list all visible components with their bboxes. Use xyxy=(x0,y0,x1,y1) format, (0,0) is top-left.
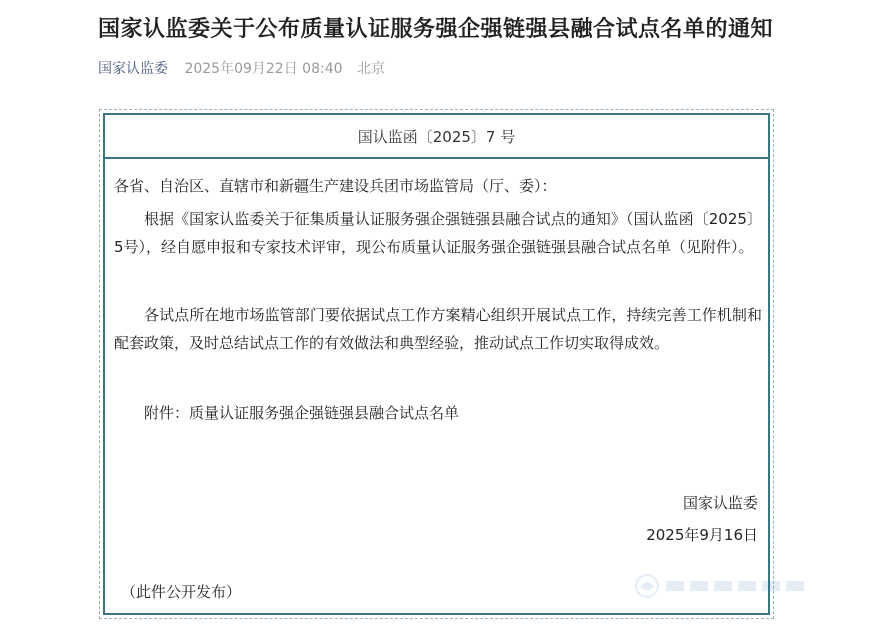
page-title: 国家认监委关于公布质量认证服务强企强链强县融合试点名单的通知 xyxy=(98,17,774,42)
body-paragraph-2: 各试点所在地市场监管部门要依据试点工作方案精心组织开展试点工作，持续完善工作机制和配套政策，及时总结试点工作的有效做法和典型经验，推动试点工作切实取得成效。 xyxy=(114,306,762,352)
document-border xyxy=(103,113,770,615)
header-divider xyxy=(105,157,768,159)
source-link[interactable]: 国家认监委 xyxy=(98,61,168,77)
publish-location: 北京 xyxy=(356,61,385,77)
publish-note: （此件公开发布） xyxy=(121,583,242,601)
watermark-logo-icon xyxy=(634,573,814,599)
document-number: 国认监函〔2025〕7 号 xyxy=(357,128,516,146)
body-paragraph-1: 根据《国家认监委关于征集质量认证服务强企强链强县融合试点的通知》（国认监函〔2025〕5号），经自愿申报和专家技术评审，现公布质量认证服务强企强链强县融合试点名单（见附件）。 xyxy=(114,210,762,256)
publish-datetime: 2025年09月22日 08:40 xyxy=(184,61,343,77)
signature-org: 国家认监委 xyxy=(682,494,758,512)
salutation: 各省、自治区、直辖市和新疆生产建设兵团市场监管局（厅、委）： xyxy=(114,177,557,195)
article-meta xyxy=(98,58,385,78)
document-frame xyxy=(99,109,774,619)
attachment-line: 附件：质量认证服务强企强链强县融合试点名单 xyxy=(144,404,460,422)
signature-date: 2025年9月16日 xyxy=(646,526,758,544)
